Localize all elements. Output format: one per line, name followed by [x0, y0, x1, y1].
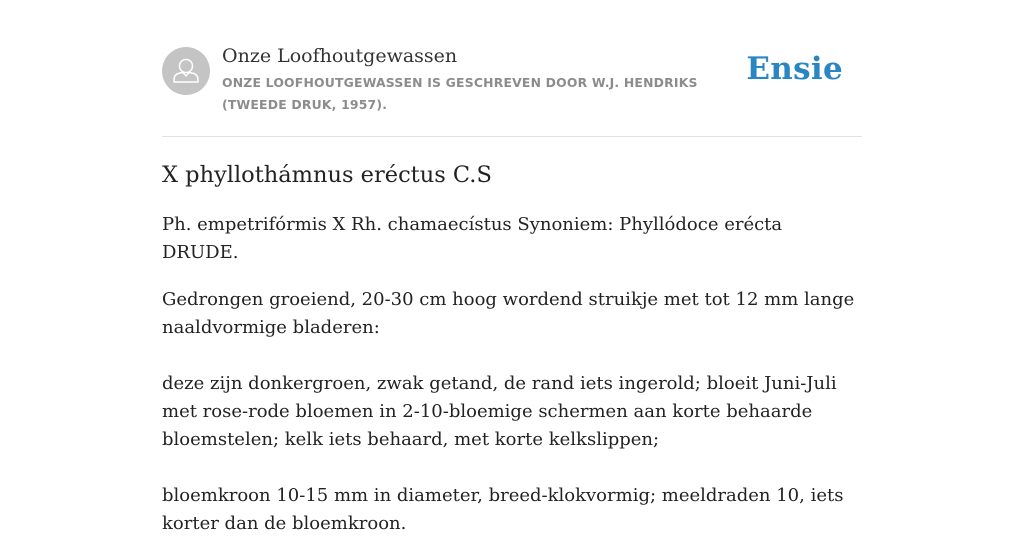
- site-description: ONZE LOOFHOUTGEWASSEN IS GESCHREVEN DOOR W.J. HENDRIKS (TWEEDE DRUK, 1957).: [222, 75, 698, 112]
- article-paragraph: bloemkroon 10-15 mm in diameter, breed-klokvormig; meeldraden 10, iets korter dan de bloemkroon.: [162, 485, 844, 534]
- ensie-logo-link[interactable]: Ensie: [746, 51, 843, 87]
- article-paragraph: deze zijn donkergroen, zwak getand, de rand iets ingerold; bloeit Juni-Juli met rose-rode bloemen in 2-10-bloemige schermen aan korte behaarde bloemstelen; kelk iets behaard, met korte kelkslippen;: [162, 373, 837, 450]
- article: [162, 158, 862, 538]
- site-title[interactable]: Onze Loofhoutgewassen: [222, 45, 458, 67]
- user-icon: [162, 47, 210, 95]
- avatar[interactable]: [162, 47, 210, 95]
- site-header: [162, 44, 862, 137]
- article-paragraph: Gedrongen groeiend, 20-30 cm hoog wordend struikje met tot 12 mm lange naaldvormige bladeren:: [162, 289, 855, 338]
- article-paragraph: Ph. empetrifórmis X Rh. chamaecístus Synoniem: Phyllódoce erécta DRUDE.: [162, 214, 783, 263]
- article-title: X phyllothámnus eréctus C.S: [162, 162, 492, 188]
